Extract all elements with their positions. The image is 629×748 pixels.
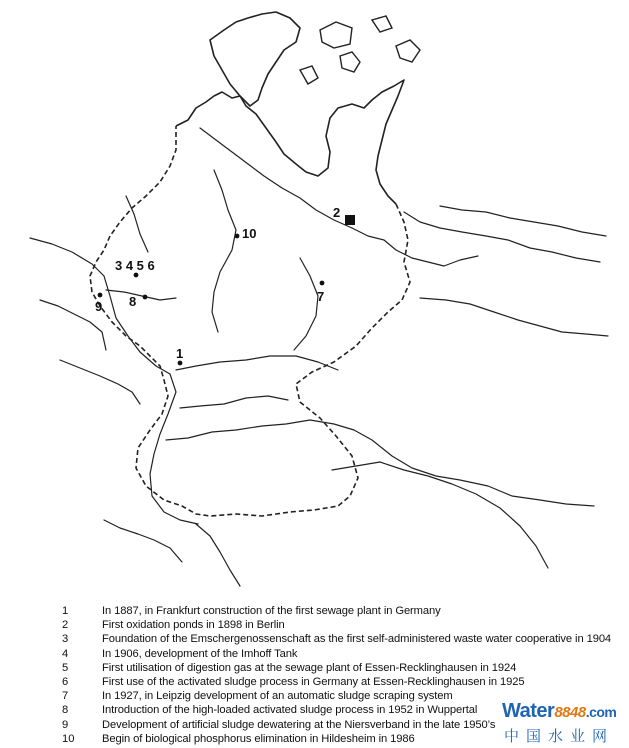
river-vistula (440, 206, 606, 236)
svg-text:1: 1 (176, 346, 184, 361)
legend-row (62, 661, 622, 675)
legend-text: First oxidation ponds in 1898 in Berlin (102, 619, 285, 632)
watermark-number: 8848 (554, 704, 586, 721)
river-ems (126, 196, 148, 252)
legend-number: 3 (62, 633, 69, 646)
legend-text: Development of artificial sludge dewatering at the Niersverband in the late 1950’s (102, 718, 496, 731)
legend-number: 4 (62, 647, 69, 660)
marker-1 (176, 346, 183, 365)
river-southwest (104, 520, 182, 562)
legend-number: 9 (62, 718, 69, 731)
svg-text:7: 7 (317, 289, 325, 304)
legend-row (62, 632, 622, 646)
watermark-logo (500, 700, 625, 746)
marker-2 (333, 205, 355, 225)
legend-text: First utilisation of digestion gas at the sewage plant of Essen-Recklinghausen in 1924 (102, 661, 517, 674)
river-rhine (30, 238, 198, 524)
marker-8 (129, 294, 147, 309)
river-weser (212, 170, 236, 332)
watermark-domain: .com (585, 704, 617, 720)
river-saale (294, 258, 318, 350)
marker-7 (317, 281, 324, 304)
island-2 (340, 52, 360, 72)
marker-3456 (115, 258, 155, 277)
marker-10 (235, 226, 257, 241)
coastline-north (210, 12, 300, 106)
legend-number: 6 (62, 676, 69, 689)
river-ruhr (106, 290, 176, 300)
legend-text: Begin of biological phosphorus elimination in Hildesheim in 1986 (102, 732, 415, 745)
river-danube (166, 420, 594, 506)
legend-text: Introduction of the high-loaded activated sludge process in 1952 in Wuppertal (102, 704, 478, 717)
legend-number: 10 (62, 732, 75, 745)
legend-number: 1 (62, 605, 69, 617)
watermark-text (502, 700, 616, 723)
legend-text: Foundation of the Emschergenossenschaft as the first self-administered waste water cooperative in 1904 (102, 633, 612, 646)
island-1 (320, 22, 352, 48)
legend-number: 5 (62, 661, 69, 674)
river-neckar (180, 396, 288, 408)
legend-row (62, 647, 622, 661)
island-4 (396, 40, 420, 62)
river-east (420, 298, 608, 336)
legend-number: 8 (62, 704, 69, 717)
watermark-water: Water (502, 700, 555, 722)
svg-text:9: 9 (95, 299, 103, 314)
legend-text: In 1906, development of the Imhoff Tank (102, 647, 298, 660)
svg-text:2: 2 (333, 205, 341, 220)
watermark-chinese: 中国水业网 (504, 727, 615, 745)
national-border (90, 126, 410, 516)
legend-text: In 1927, in Leipzig development of an automatic sludge scraping system (102, 690, 453, 703)
legend-number: 7 (62, 690, 69, 703)
island-3 (300, 66, 318, 84)
river-south (196, 524, 240, 586)
river-elbe (200, 128, 478, 266)
river-south-east (332, 462, 548, 568)
legend-text: In 1887, in Frankfurt construction of the first sewage plant in Germany (102, 605, 441, 617)
svg-text:3 4 5 6: 3 4 5 6 (115, 258, 155, 273)
svg-text:8: 8 (129, 294, 137, 309)
legend-row (62, 675, 622, 689)
river-moselle (60, 360, 140, 404)
marker-9 (95, 293, 102, 314)
legend-number: 2 (62, 619, 69, 632)
svg-text:10: 10 (242, 226, 257, 241)
legend-row (62, 618, 622, 632)
river-main (176, 356, 338, 370)
island-5 (372, 16, 392, 32)
river-oder (404, 212, 600, 262)
legend-row (62, 604, 622, 618)
coastline (176, 80, 404, 204)
legend-text: First use of the activated sludge process in Germany at Essen-Recklinghausen in 1925 (102, 676, 525, 689)
